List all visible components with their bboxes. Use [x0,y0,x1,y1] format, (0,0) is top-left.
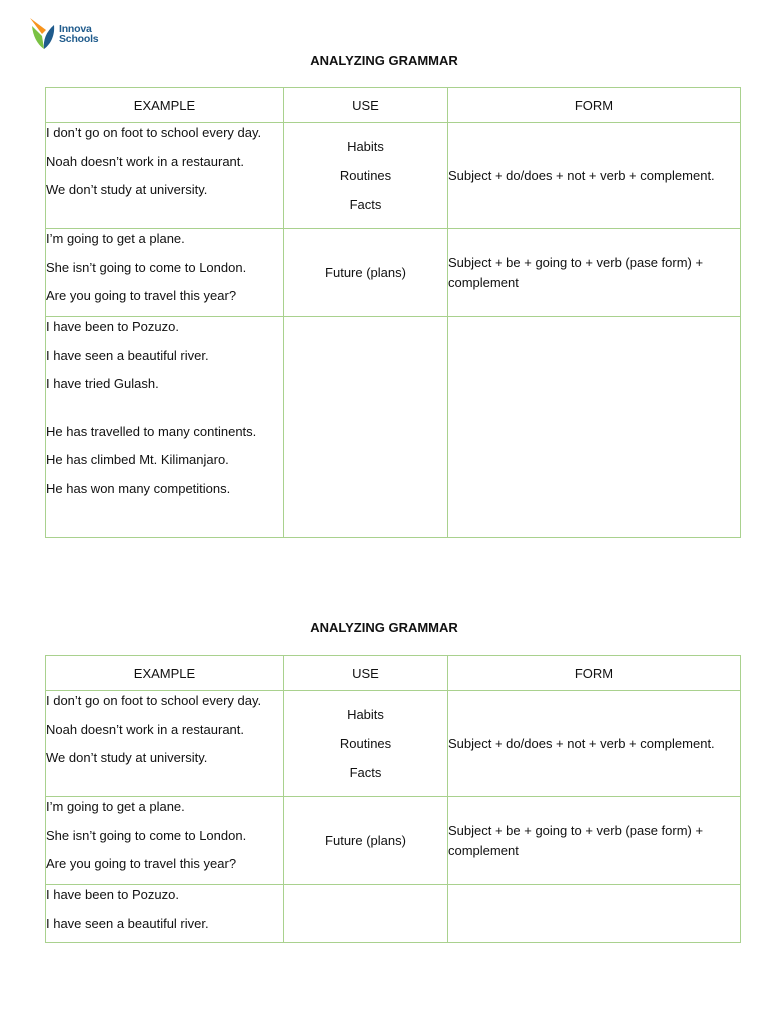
header-use: USE [284,656,448,691]
table-row [46,123,741,229]
logo-text [59,24,98,44]
example-cell [46,885,284,943]
use-text: Future (plans) [325,833,406,848]
table-row [46,885,741,943]
example-text: She isn’t going to come to London. [46,259,247,275]
example-cell [46,123,284,229]
form-cell: Subject + be + going to + verb (pase form) + complement [448,229,741,317]
form-cell-empty [448,317,741,538]
header-example: EXAMPLE [46,656,284,691]
use-cell [284,691,448,797]
use-text: Routines [339,168,392,183]
section-title: ANALYZING GRAMMAR [310,620,458,635]
example-text: Noah doesn’t work in a restaurant. [46,153,244,169]
header-use: USE [284,88,448,123]
form-cell-empty [448,885,741,943]
use-text: Facts [349,197,382,212]
header-example: EXAMPLE [46,88,284,123]
example-text: Are you going to travel this year? [46,288,237,303]
example-text: He has climbed Mt. Kilimanjaro. [46,452,229,467]
table-row [46,797,741,885]
use-text: Facts [349,765,382,780]
section-title: ANALYZING GRAMMAR [310,53,458,68]
logo-mark-icon [28,16,58,50]
example-text: He has travelled to many continents. [46,423,257,439]
example-text: I’m going to get a plane. [46,799,185,814]
example-text: Are you going to travel this year? [46,856,237,871]
header-form: FORM [448,656,741,691]
header-row [46,656,741,691]
example-text: I have tried Gulash. [46,376,159,391]
form-cell: Subject + do/does + not + verb + complement. [448,123,741,229]
example-cell [46,691,284,797]
example-text: I don’t go on foot to school every day. [46,125,262,140]
example-cell [46,229,284,317]
example-text: I don’t go on foot to school every day. [46,693,262,708]
use-cell [284,229,448,317]
example-text: I have been to Pozuzo. [46,887,179,902]
table-row [46,317,741,538]
example-text: I have been to Pozuzo. [46,319,179,334]
example-cell [46,797,284,885]
example-text: We don’t study at university. [46,182,208,197]
use-cell [284,797,448,885]
header-row [46,88,741,123]
innova-schools-logo [28,16,118,52]
example-text: She isn’t going to come to London. [46,827,247,843]
use-cell-empty [284,317,448,538]
example-text: He has won many competitions. [46,480,231,496]
example-cell [46,317,284,538]
table-row [46,229,741,317]
use-text: Habits [347,139,384,154]
example-text: Noah doesn’t work in a restaurant. [46,721,244,737]
use-cell [284,123,448,229]
form-cell: Subject + do/does + not + verb + complement. [448,691,741,797]
table-row [46,691,741,797]
grammar-table-1 [45,87,741,538]
use-cell-empty [284,885,448,943]
logo-line-2: Schools [59,33,99,45]
example-text: I have seen a beautiful river. [46,915,209,931]
use-text: Future (plans) [325,265,406,280]
example-text: We don’t study at university. [46,750,208,765]
example-text: I have seen a beautiful river. [46,347,209,363]
use-text: Habits [347,707,384,722]
header-form: FORM [448,88,741,123]
logo-line-1: Innova [59,23,92,35]
form-cell: Subject + be + going to + verb (pase form) + complement [448,797,741,885]
example-text: I’m going to get a plane. [46,231,185,246]
use-text: Routines [339,736,392,751]
grammar-table-2 [45,655,741,943]
